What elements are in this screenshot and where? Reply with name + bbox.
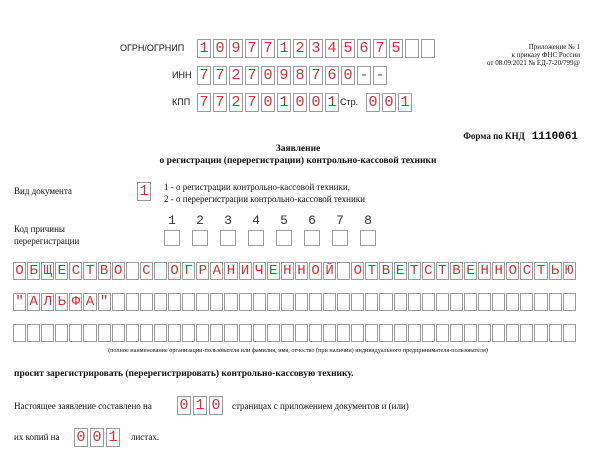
org-name-cell[interactable]: С — [422, 262, 435, 280]
org-name-cell[interactable]: О — [13, 262, 26, 280]
inn-cell[interactable]: 7 — [197, 66, 211, 85]
reason-checkbox[interactable] — [276, 230, 292, 246]
org-name-cell[interactable] — [534, 324, 547, 342]
org-name-cell[interactable] — [379, 324, 392, 342]
org-name-cell[interactable]: О — [351, 262, 364, 280]
inn-cell[interactable]: - — [357, 66, 371, 85]
reason-number: 5 — [280, 213, 288, 228]
org-name-cell[interactable] — [520, 324, 533, 342]
org-name-cell[interactable]: Е — [55, 262, 68, 280]
org-name-cell[interactable] — [281, 324, 294, 342]
title-line: о регистрации (перерегистрации) контрольно-кассовой техники — [159, 156, 437, 166]
ogrn-cell[interactable]: 1 — [277, 39, 291, 58]
inn-cell[interactable]: 0 — [261, 66, 275, 85]
inn-cell[interactable]: 9 — [277, 66, 291, 85]
org-name-cell[interactable] — [563, 293, 576, 311]
org-name-cell[interactable] — [450, 293, 463, 311]
inn-cell[interactable]: 2 — [229, 66, 243, 85]
org-name-cell[interactable] — [112, 324, 125, 342]
inn-cell[interactable]: 7 — [309, 66, 323, 85]
copies-label: их копий на — [14, 432, 60, 442]
appendix-line: от 08.09.2021 № ЕД-7-20/799@ — [487, 59, 580, 67]
org-name-cell[interactable] — [534, 293, 547, 311]
org-name-cell[interactable]: Б — [27, 262, 40, 280]
org-name-cell[interactable] — [253, 293, 266, 311]
org-name-cell[interactable] — [168, 293, 181, 311]
ogrn-label: ОГРН/ОГРНИП — [120, 43, 185, 53]
reason-checkboxes — [164, 230, 388, 246]
org-name-cell[interactable]: О — [168, 262, 181, 280]
org-name-cell[interactable] — [365, 293, 378, 311]
org-name-cell[interactable] — [182, 293, 195, 311]
kpp-cell[interactable]: 1 — [277, 93, 291, 112]
org-name-cell[interactable]: Н — [478, 262, 491, 280]
org-name-cell[interactable] — [168, 324, 181, 342]
org-name-cell[interactable] — [323, 324, 336, 342]
reason-number: 4 — [252, 213, 260, 228]
org-name-cell[interactable] — [126, 262, 139, 280]
reason-checkbox[interactable] — [360, 230, 376, 246]
org-name-cell[interactable] — [27, 324, 40, 342]
org-name-cell[interactable] — [506, 324, 519, 342]
org-name-cell[interactable] — [98, 324, 111, 342]
org-name-cell[interactable] — [478, 293, 491, 311]
org-name-cell[interactable]: С — [520, 262, 533, 280]
pages-cell[interactable]: 0 — [177, 396, 191, 415]
reason-label-line: Код причины — [14, 224, 65, 234]
org-name-cell[interactable]: Ч — [253, 262, 266, 280]
inn-cell[interactable]: 0 — [341, 66, 355, 85]
ogrn-cell[interactable]: 5 — [341, 39, 355, 58]
page-number-cells — [366, 93, 412, 112]
org-name-cell[interactable]: С — [140, 262, 153, 280]
org-name-cell[interactable] — [563, 324, 576, 342]
org-name-cell[interactable]: А — [210, 262, 223, 280]
reason-label — [14, 223, 79, 247]
org-name-cell[interactable] — [267, 293, 280, 311]
copies-cell[interactable]: 0 — [90, 428, 104, 447]
form-code-label: Форма по КНД — [463, 131, 525, 141]
org-name-cell[interactable]: А — [83, 293, 96, 311]
pages-label-after: страницах с приложением документов и (или) — [232, 401, 409, 411]
org-name-cell[interactable] — [196, 324, 209, 342]
inn-cell[interactable]: 7 — [213, 66, 227, 85]
org-name-cell[interactable] — [224, 293, 237, 311]
reason-checkbox[interactable] — [192, 230, 208, 246]
org-name-cell[interactable] — [408, 293, 421, 311]
reason-number: 3 — [224, 213, 232, 228]
org-name-cell[interactable]: Н — [281, 262, 294, 280]
org-name-cell[interactable] — [337, 324, 350, 342]
org-name-cell[interactable] — [337, 262, 350, 280]
kpp-cell[interactable]: 2 — [229, 93, 243, 112]
org-name-cell[interactable] — [422, 293, 435, 311]
org-name-cell[interactable]: О — [112, 262, 125, 280]
kpp-cell[interactable]: 7 — [245, 93, 259, 112]
org-name-cell[interactable] — [154, 324, 167, 342]
org-name-cell[interactable] — [182, 324, 195, 342]
org-name-cell[interactable] — [295, 293, 308, 311]
doc-type-cells — [137, 182, 151, 201]
org-name-cell[interactable]: Ь — [549, 262, 562, 280]
inn-cells — [197, 66, 387, 85]
ogrn-cell[interactable]: 0 — [213, 39, 227, 58]
copies-cell[interactable]: 1 — [106, 428, 120, 447]
inn-cell[interactable]: - — [373, 66, 387, 85]
org-name-cell[interactable]: Ф — [69, 293, 82, 311]
copies-cells — [74, 428, 120, 447]
page-number-cell[interactable]: 0 — [366, 93, 380, 112]
org-name-cell[interactable] — [309, 293, 322, 311]
kpp-cell[interactable]: 7 — [213, 93, 227, 112]
org-name-cell[interactable] — [478, 324, 491, 342]
org-name-cell[interactable]: Р — [196, 262, 209, 280]
org-name-cell[interactable]: Т — [365, 262, 378, 280]
pages-label: Настоящее заявление составлено на — [14, 401, 152, 411]
org-name-cell[interactable]: В — [450, 262, 463, 280]
org-name-cell[interactable] — [520, 293, 533, 311]
org-name-cell[interactable] — [239, 293, 252, 311]
org-name-cell[interactable]: А — [27, 293, 40, 311]
ogrn-cell[interactable]: 6 — [357, 39, 371, 58]
doc-type-cell[interactable]: 1 — [137, 182, 151, 201]
org-name-cell[interactable]: В — [98, 262, 111, 280]
org-name-cell[interactable] — [154, 262, 167, 280]
org-name-cell[interactable]: " — [13, 293, 26, 311]
page-number-cell[interactable]: 0 — [382, 93, 396, 112]
ogrn-cell[interactable] — [421, 39, 435, 58]
request-text: просит зарегистрировать (перерегистрировать) контрольно-кассовую технику. — [14, 369, 354, 379]
org-name-cell[interactable]: Ю — [563, 262, 576, 280]
reason-checkbox[interactable] — [248, 230, 264, 246]
org-name-cell[interactable] — [126, 293, 139, 311]
kpp-cell[interactable]: 1 — [325, 93, 339, 112]
reason-number: 7 — [336, 213, 344, 228]
org-name-cell[interactable]: " — [98, 293, 111, 311]
org-name-cell[interactable] — [309, 324, 322, 342]
org-name-cell[interactable] — [351, 324, 364, 342]
kpp-cell[interactable]: 0 — [293, 93, 307, 112]
kpp-cell[interactable]: 7 — [197, 93, 211, 112]
reason-number: 2 — [196, 213, 204, 228]
org-name-cell[interactable] — [464, 324, 477, 342]
page-number-cell[interactable]: 1 — [398, 93, 412, 112]
org-name-cell[interactable] — [394, 293, 407, 311]
org-name-cell[interactable] — [140, 293, 153, 311]
org-name-cell[interactable] — [422, 324, 435, 342]
ogrn-cell[interactable]: 3 — [309, 39, 323, 58]
inn-label: ИНН — [172, 70, 192, 80]
org-name-caption: (полное наименование организации-пользователя или фамилия, имя, отчество (при наличии) индивидуального предпринимателя-пользователя) — [108, 347, 488, 354]
org-name-cell[interactable] — [337, 293, 350, 311]
org-name-cell[interactable]: С — [69, 262, 82, 280]
form-code-value: 1110061 — [531, 131, 578, 143]
document-title — [0, 143, 596, 167]
org-name-cell[interactable]: Е — [394, 262, 407, 280]
appendix-note — [487, 43, 580, 67]
reason-checkbox[interactable] — [220, 230, 236, 246]
org-name-cell[interactable] — [506, 293, 519, 311]
org-name-cell[interactable] — [464, 293, 477, 311]
org-name-cell[interactable]: Е — [464, 262, 477, 280]
pages-cells — [177, 396, 223, 415]
form-code — [463, 126, 578, 144]
org-name-cell[interactable] — [69, 324, 82, 342]
org-name-cell[interactable] — [126, 324, 139, 342]
org-name-cell[interactable] — [140, 324, 153, 342]
org-name-cell[interactable]: Т — [534, 262, 547, 280]
reason-number: 8 — [364, 213, 372, 228]
org-name-cell[interactable] — [281, 293, 294, 311]
org-name-cell[interactable] — [267, 324, 280, 342]
org-name-cell[interactable] — [55, 324, 68, 342]
ogrn-cell[interactable]: 7 — [373, 39, 387, 58]
kpp-cell[interactable]: 0 — [261, 93, 275, 112]
org-name-cell[interactable]: Ь — [55, 293, 68, 311]
pages-cell[interactable]: 1 — [193, 396, 207, 415]
org-name-cell[interactable] — [154, 293, 167, 311]
org-name-cell[interactable]: О — [506, 262, 519, 280]
org-name-cell[interactable]: Н — [295, 262, 308, 280]
org-name-row-1 — [13, 262, 577, 280]
reason-checkbox[interactable] — [304, 230, 320, 246]
ogrn-cell[interactable] — [405, 39, 419, 58]
kpp-cell[interactable]: 0 — [309, 93, 323, 112]
org-name-cell[interactable]: Т — [408, 262, 421, 280]
org-name-cell[interactable]: Й — [323, 262, 336, 280]
org-name-cell[interactable] — [450, 324, 463, 342]
reason-checkbox[interactable] — [332, 230, 348, 246]
inn-cell[interactable]: 6 — [325, 66, 339, 85]
org-name-cell[interactable] — [549, 324, 562, 342]
ogrn-cell[interactable]: 4 — [325, 39, 339, 58]
org-name-cell[interactable] — [492, 324, 505, 342]
ogrn-cell[interactable]: 7 — [261, 39, 275, 58]
ogrn-cell[interactable]: 2 — [293, 39, 307, 58]
page-number-label: Стр. — [340, 97, 359, 107]
org-name-cell[interactable] — [492, 293, 505, 311]
org-name-cell[interactable] — [41, 324, 54, 342]
copies-cell[interactable]: 0 — [74, 428, 88, 447]
inn-cell[interactable]: 8 — [293, 66, 307, 85]
org-name-cell[interactable] — [365, 324, 378, 342]
org-name-cell[interactable]: Щ — [41, 262, 54, 280]
org-name-cell[interactable]: Н — [492, 262, 505, 280]
org-name-row-3 — [13, 324, 577, 342]
copies-label-after: листах. — [131, 432, 160, 442]
doc-type-option: 2 - о перерегистрации контрольно-кассовой техники — [164, 194, 365, 204]
reason-number: 1 — [168, 213, 176, 228]
appendix-line: к приказу ФНС России — [511, 51, 580, 59]
reason-label-line: перерегистрации — [14, 236, 80, 246]
ogrn-cells — [197, 39, 435, 58]
org-name-cell[interactable]: Л — [41, 293, 54, 311]
org-name-cell[interactable] — [253, 324, 266, 342]
appendix-line: Приложение № 1 — [528, 43, 580, 51]
ogrn-cell[interactable]: 1 — [197, 39, 211, 58]
kpp-label: КПП — [172, 97, 191, 107]
org-name-cell[interactable] — [224, 324, 237, 342]
org-name-row-2 — [13, 293, 577, 311]
org-name-cell[interactable] — [408, 324, 421, 342]
inn-cell[interactable]: 7 — [245, 66, 259, 85]
doc-type-option: 1 - о регистрации контрольно-кассовой техники, — [164, 182, 350, 192]
title-line: Заявление — [275, 144, 321, 154]
org-name-cell[interactable]: О — [309, 262, 322, 280]
ogrn-cell[interactable]: 9 — [229, 39, 243, 58]
org-name-cell[interactable]: В — [379, 262, 392, 280]
org-name-cell[interactable]: Т — [83, 262, 96, 280]
org-name-cell[interactable]: Н — [224, 262, 237, 280]
org-name-cell[interactable]: Е — [267, 262, 280, 280]
org-name-cell[interactable] — [210, 293, 223, 311]
org-name-cell[interactable] — [394, 324, 407, 342]
org-name-cell[interactable] — [351, 293, 364, 311]
pages-cell[interactable]: 0 — [209, 396, 223, 415]
org-name-cell[interactable] — [13, 324, 26, 342]
org-name-cell[interactable] — [436, 293, 449, 311]
org-name-cell[interactable]: Г — [182, 262, 195, 280]
ogrn-cell[interactable]: 7 — [245, 39, 259, 58]
doc-type-options — [164, 181, 365, 205]
org-name-cell[interactable] — [210, 324, 223, 342]
doc-type-label: Вид документа — [14, 186, 72, 196]
reason-number: 6 — [308, 213, 316, 228]
ogrn-cell[interactable]: 5 — [389, 39, 403, 58]
org-name-cell[interactable] — [295, 324, 308, 342]
org-name-cell[interactable] — [323, 293, 336, 311]
org-name-cell[interactable] — [83, 324, 96, 342]
org-name-cell[interactable] — [436, 324, 449, 342]
org-name-cell[interactable] — [112, 293, 125, 311]
org-name-cell[interactable] — [379, 293, 392, 311]
org-name-cell[interactable]: Т — [436, 262, 449, 280]
org-name-cell[interactable] — [549, 293, 562, 311]
org-name-cell[interactable]: И — [239, 262, 252, 280]
reason-checkbox[interactable] — [164, 230, 180, 246]
org-name-cell[interactable] — [239, 324, 252, 342]
org-name-cell[interactable] — [196, 293, 209, 311]
kpp-cells — [197, 93, 339, 112]
